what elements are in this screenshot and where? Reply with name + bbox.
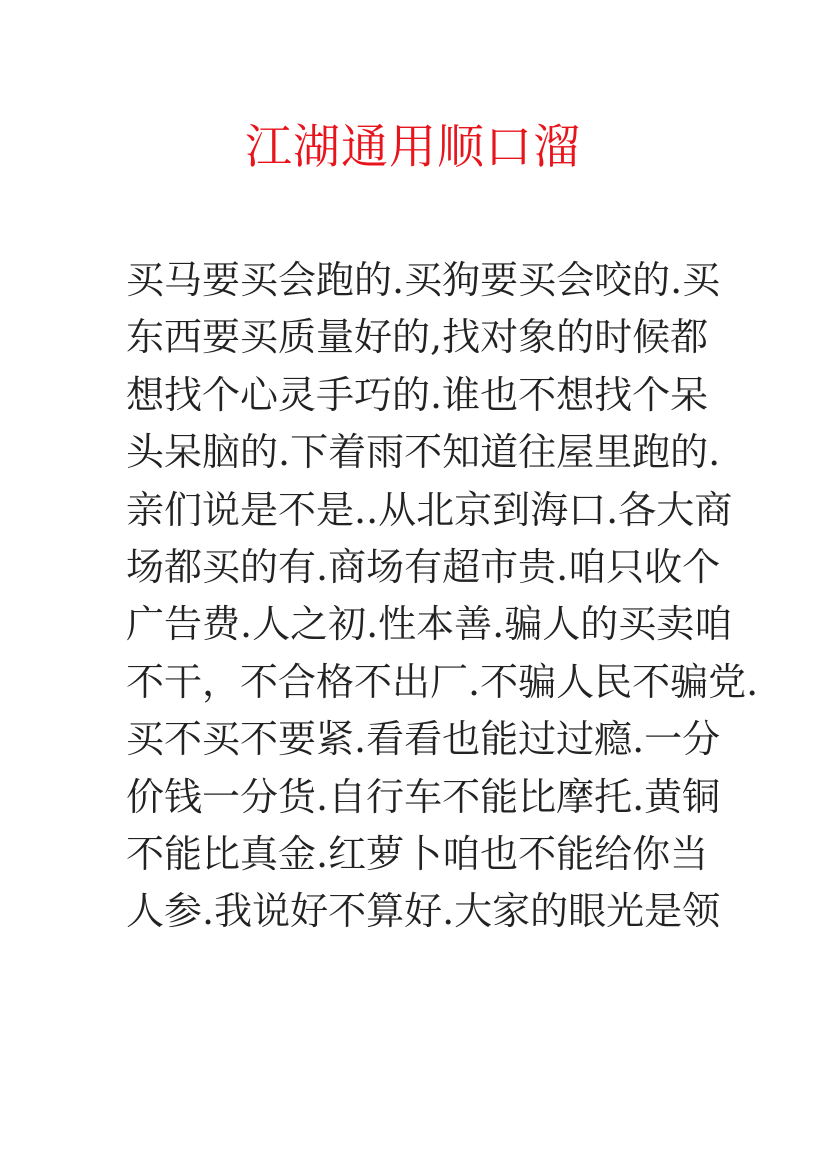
text-line: 广告费.人之初.性本善.骗人的买卖咱 xyxy=(126,602,733,647)
text-line: 买马要买会跑的.买狗要买会咬的.买 xyxy=(126,258,721,302)
document-title: 江湖通用顺口溜 xyxy=(245,120,581,175)
text-line: 不能比真金.红萝卜咱也不能给你当 xyxy=(126,831,709,876)
text-line: 头呆脑的.下着雨不知道往屋里跑的. xyxy=(126,430,721,475)
text-line: 价钱一分货.自行车不能比摩托.黄铜 xyxy=(126,774,721,819)
text-line: 买不买不要紧.看看也能过过瘾.一分 xyxy=(126,717,721,762)
text-line: 场都买的有.商场有超市贵.咱只收个 xyxy=(126,544,721,589)
document-body xyxy=(126,252,759,941)
text-line: 想找个心灵手巧的.谁也不想找个呆 xyxy=(126,372,709,417)
text-line: 亲们说是不是..从北京到海口.各大商 xyxy=(126,487,733,532)
text-line: 不干，不合格不出厂.不骗人民不骗党. xyxy=(126,659,759,704)
text-line: 东西要买质量好的,找对象的时候都 xyxy=(126,315,709,360)
text-line: 人参.我说好不算好.大家的眼光是领 xyxy=(126,889,721,934)
